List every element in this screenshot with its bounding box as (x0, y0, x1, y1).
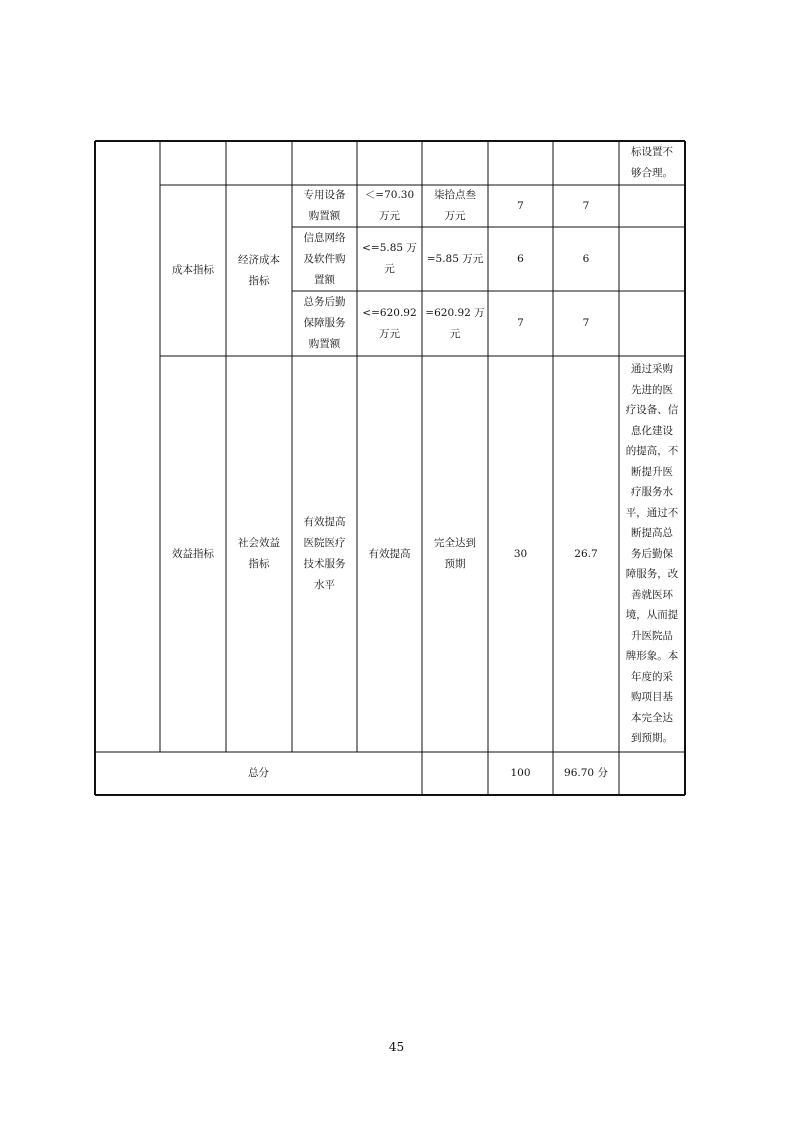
cost-item-actual: =620.92 万 元 (425, 306, 485, 340)
total-label: 总分 (248, 767, 269, 779)
benefit-weight: 30 (513, 547, 528, 560)
total-weight: 100 (510, 767, 531, 779)
cost-item-score: 6 (582, 252, 590, 265)
benefit-remark: 通过采购 先进的医 疗设备、信 息化建设 的提高，不 断提升医 疗服务水 平，通过不 断提高总 务后勤保 障服务，改 善就医环 境，从而提 升医院品 牌形象。本 年度的采 购项目基 本完全达 到预期。 (625, 363, 679, 745)
benefit-indicator: 有效提高 医院医疗 技术服务 水平 (303, 516, 346, 591)
benefit-actual: 完全达到 预期 (434, 537, 476, 570)
cost-item-target: <=5.85 万 元 (362, 242, 417, 275)
cost-primary-indicator: 成本指标 (172, 264, 214, 276)
cost-item-score: 7 (582, 199, 590, 212)
cost-item-weight: 6 (517, 252, 524, 265)
page-number: 45 (388, 1040, 405, 1054)
cost-item-target: <=620.92 万元 (362, 306, 417, 340)
cost-item-weight: 7 (517, 317, 524, 329)
benefit-secondary-indicator: 社会效益 指标 (238, 537, 280, 570)
cost-item-weight: 7 (517, 199, 524, 212)
cost-secondary-indicator: 经济成本 指标 (238, 253, 280, 287)
benefit-score: 26.7 (574, 547, 598, 560)
total-score: 96.70 分 (564, 767, 608, 779)
cost-item-target: ＜=70.30 万元 (364, 189, 415, 222)
cost-item-actual: =5.85 万元 (426, 252, 484, 265)
cost-item-indicator: 信息网络 及软件购 置额 (303, 231, 346, 286)
benefit-target: 有效提高 (368, 547, 411, 560)
benefit-primary-indicator: 效益指标 (172, 547, 214, 560)
cost-item-indicator: 总务后勤 保障服务 购置额 (303, 296, 346, 350)
cost-item-indicator: 专用设备 购置额 (303, 189, 346, 222)
continued-remark: 标设置不 够合理。 (631, 146, 673, 179)
cost-item-score: 7 (582, 317, 590, 329)
cost-item-actual: 柒拾点叁 万元 (434, 189, 476, 222)
